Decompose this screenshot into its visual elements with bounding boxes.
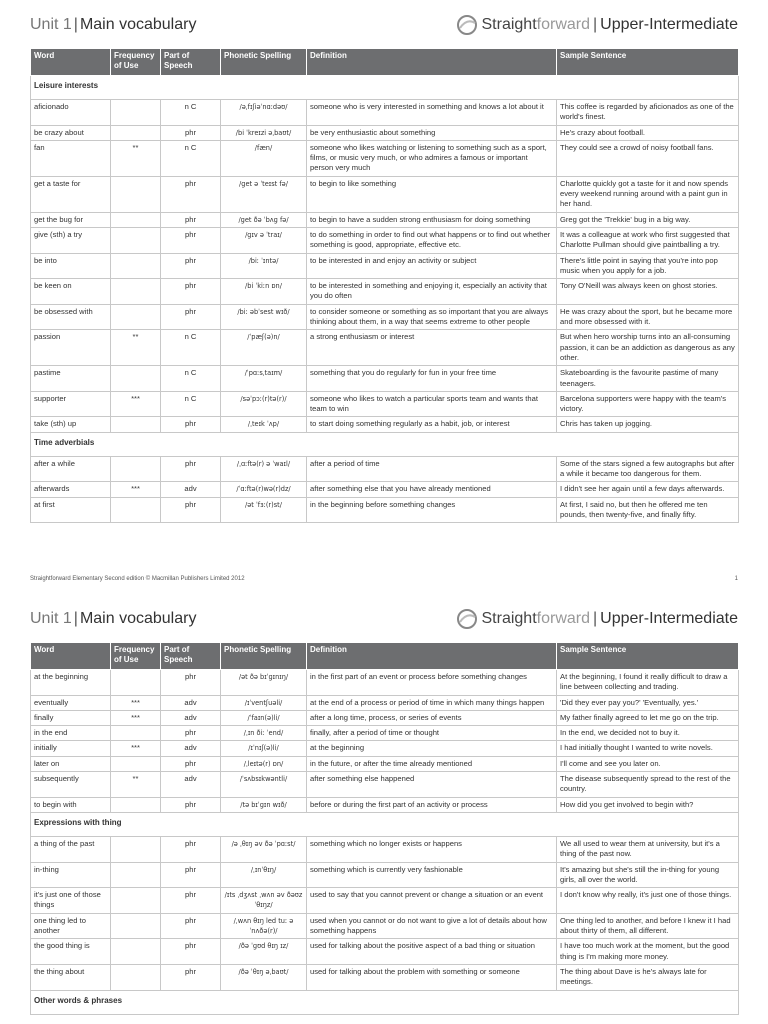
word-cell: the good thing is xyxy=(31,939,111,965)
section-title: Time adverbials xyxy=(31,432,739,456)
sample-sentence-cell: Charlotte quickly got a taste for it and now spends every weekend running around with a paint gun in her hand. xyxy=(557,176,739,212)
frequency-cell xyxy=(111,227,161,253)
table-row xyxy=(31,279,739,305)
footer-copyright: Straightforward Elementary Second edition © Macmillan Publishers Limited 2012 xyxy=(30,576,245,582)
column-header: Frequency of Use xyxy=(111,643,161,670)
part-of-speech-cell: adv xyxy=(161,695,221,710)
phonetic-cell: /ˌɪn ðiː ˈend/ xyxy=(221,726,307,741)
part-of-speech-cell: phr xyxy=(161,304,221,330)
phonetic-cell: /ˈɑːftə(r)wə(r)dz/ xyxy=(221,482,307,497)
definition-cell: used for talking about the problem with something or someone xyxy=(307,964,557,990)
brand-forward: forward xyxy=(536,610,590,627)
sample-sentence-cell: At first, I said no, but then he offered me ten pounds, then twenty-five, and finally fifty. xyxy=(557,497,739,523)
frequency-cell xyxy=(111,726,161,741)
word-cell: in the end xyxy=(31,726,111,741)
definition-cell: to begin to have a sudden strong enthusiasm for doing something xyxy=(307,212,557,227)
phonetic-cell: /ˌɑːftə(r) ə ˈwaɪl/ xyxy=(221,456,307,482)
word-cell: afterwards xyxy=(31,482,111,497)
sample-sentence-cell: The thing about Dave is he's always late for meetings. xyxy=(557,964,739,990)
brand xyxy=(456,608,739,630)
sample-sentence-cell: In the end, we decided not to buy it. xyxy=(557,726,739,741)
sample-sentence-cell: Skateboarding is the favourite pastime of many teenagers. xyxy=(557,366,739,392)
frequency-cell xyxy=(111,939,161,965)
word-cell: it's just one of those things xyxy=(31,888,111,914)
section-row xyxy=(31,812,739,836)
definition-cell: used when you cannot or do not want to give a lot of details about how something happens xyxy=(307,913,557,939)
frequency-cell: *** xyxy=(111,710,161,725)
frequency-cell xyxy=(111,756,161,771)
column-header: Definition xyxy=(307,643,557,670)
phonetic-cell: /ə ˌθɪŋ əv ðə ˈpɑːst/ xyxy=(221,836,307,862)
table-row xyxy=(31,456,739,482)
part-of-speech-cell: phr xyxy=(161,756,221,771)
phonetic-cell: /ˈsʌbsɪkwəntli/ xyxy=(221,772,307,798)
table-row xyxy=(31,125,739,140)
sample-sentence-cell: Chris has taken up jogging. xyxy=(557,417,739,432)
part-of-speech-cell: n C xyxy=(161,140,221,176)
level-label: Upper-Intermediate xyxy=(600,610,738,627)
frequency-cell xyxy=(111,836,161,862)
phonetic-cell: /ðə ˈɡʊd θɪŋ ɪz/ xyxy=(221,939,307,965)
table-row xyxy=(31,670,739,696)
page-2 xyxy=(0,594,768,1024)
word-cell: in-thing xyxy=(31,862,111,888)
frequency-cell: *** xyxy=(111,695,161,710)
word-cell: give (sth) a try xyxy=(31,227,111,253)
part-of-speech-cell: adv xyxy=(161,710,221,725)
phonetic-cell: /tə bɪˈɡɪn wɪð/ xyxy=(221,797,307,812)
table-row xyxy=(31,836,739,862)
table-row xyxy=(31,888,739,914)
frequency-cell xyxy=(111,964,161,990)
word-cell: fan xyxy=(31,140,111,176)
definition-cell: someone who likes to watch a particular sports team and wants that team to win xyxy=(307,391,557,417)
phonetic-cell: /ɪˈnɪʃ(ə)li/ xyxy=(221,741,307,756)
sample-sentence-cell: But when hero worship turns into an all-consuming passion, it can be an addiction as dangerous as any other. xyxy=(557,330,739,366)
sample-sentence-cell: At the beginning, I found it really difficult to draw a line between collecting and trading. xyxy=(557,670,739,696)
section-row xyxy=(31,432,739,456)
column-header: Phonetic Spelling xyxy=(221,49,307,76)
section-title: Other words & phrases xyxy=(31,990,739,1014)
definition-cell: something that you do regularly for fun in your free time xyxy=(307,366,557,392)
phonetic-cell: /ˈpɑːsˌtaɪm/ xyxy=(221,366,307,392)
page-title: Main vocabulary xyxy=(79,610,197,627)
word-cell: be into xyxy=(31,253,111,279)
part-of-speech-cell: phr xyxy=(161,888,221,914)
sample-sentence-cell: It was a colleague at work who first suggested that Charlotte Pullman should give paintballing a try. xyxy=(557,227,739,253)
part-of-speech-cell: phr xyxy=(161,862,221,888)
frequency-cell xyxy=(111,888,161,914)
frequency-cell xyxy=(111,125,161,140)
frequency-cell xyxy=(111,497,161,523)
brand-straight: Straight xyxy=(481,16,537,33)
table-row xyxy=(31,304,739,330)
word-cell: after a while xyxy=(31,456,111,482)
sample-sentence-cell: It's amazing but she's still the in-thing for young girls, all over the world. xyxy=(557,862,739,888)
definition-cell: after something else happened xyxy=(307,772,557,798)
table-row xyxy=(31,726,739,741)
column-header: Definition xyxy=(307,49,557,76)
unit-label: Unit 1 xyxy=(30,610,72,627)
part-of-speech-cell: phr xyxy=(161,176,221,212)
frequency-cell xyxy=(111,456,161,482)
frequency-cell xyxy=(111,366,161,392)
word-cell: pastime xyxy=(31,366,111,392)
definition-cell: in the first part of an event or process before something changes xyxy=(307,670,557,696)
definition-cell: finally, after a period of time or thought xyxy=(307,726,557,741)
phonetic-cell: /ˌɪnˈθɪŋ/ xyxy=(221,862,307,888)
table-row xyxy=(31,710,739,725)
frequency-cell: ** xyxy=(111,330,161,366)
frequency-cell: ** xyxy=(111,140,161,176)
unit-heading xyxy=(30,16,196,34)
sample-sentence-cell: How did you get involved to begin with? xyxy=(557,797,739,812)
frequency-cell: *** xyxy=(111,482,161,497)
phonetic-cell: /əˌfɪʃiəˈnɑːdəʊ/ xyxy=(221,100,307,126)
section-title: Leisure interests xyxy=(31,76,739,100)
sample-sentence-cell: The disease subsequently spread to the rest of the country. xyxy=(557,772,739,798)
frequency-cell xyxy=(111,670,161,696)
frequency-cell xyxy=(111,862,161,888)
definition-cell: be very enthusiastic about something xyxy=(307,125,557,140)
definition-cell: to do something in order to find out what happens or to find out whether something is good, appropriate, effective etc. xyxy=(307,227,557,253)
table-row xyxy=(31,253,739,279)
phonetic-cell: /ˌteɪk ˈʌp/ xyxy=(221,417,307,432)
word-cell: at the beginning xyxy=(31,670,111,696)
table-row xyxy=(31,497,739,523)
part-of-speech-cell: adv xyxy=(161,741,221,756)
word-cell: be keen on xyxy=(31,279,111,305)
table-row xyxy=(31,741,739,756)
definition-cell: at the end of a process or period of time in which many things happen xyxy=(307,695,557,710)
part-of-speech-cell: adv xyxy=(161,482,221,497)
frequency-cell xyxy=(111,279,161,305)
sample-sentence-cell: Greg got the 'Trekkie' bug in a big way. xyxy=(557,212,739,227)
phonetic-cell: /ðə ˈθɪŋ əˌbaʊt/ xyxy=(221,964,307,990)
table-row xyxy=(31,417,739,432)
table-header-row xyxy=(31,643,739,670)
part-of-speech-cell: n C xyxy=(161,391,221,417)
word-cell: eventually xyxy=(31,695,111,710)
brand xyxy=(456,14,739,36)
table-row xyxy=(31,756,739,771)
table-row xyxy=(31,366,739,392)
column-header: Part of Speech xyxy=(161,643,221,670)
column-header: Word xyxy=(31,643,111,670)
level-label: Upper-Intermediate xyxy=(600,16,738,33)
part-of-speech-cell: phr xyxy=(161,456,221,482)
sample-sentence-cell: 'Did they ever pay you?' 'Eventually, yes.' xyxy=(557,695,739,710)
part-of-speech-cell: phr xyxy=(161,497,221,523)
column-header: Sample Sentence xyxy=(557,49,739,76)
definition-cell: before or during the first part of an activity or process xyxy=(307,797,557,812)
phonetic-cell: /ˌleɪtə(r) ɒn/ xyxy=(221,756,307,771)
sample-sentence-cell: They could see a crowd of noisy football fans. xyxy=(557,140,739,176)
page-title: Main vocabulary xyxy=(79,16,197,33)
table-row xyxy=(31,227,739,253)
word-cell: get a taste for xyxy=(31,176,111,212)
table-row xyxy=(31,797,739,812)
phonetic-cell: /ɪˈventʃuəli/ xyxy=(221,695,307,710)
page-number: 1 xyxy=(734,576,738,582)
section-title: Expressions with thing xyxy=(31,812,739,836)
phonetic-cell: /səˈpɔː(r)tə(r)/ xyxy=(221,391,307,417)
phonetic-cell: /ɡet ə ˈteɪst fə/ xyxy=(221,176,307,212)
divider: | xyxy=(73,610,78,627)
definition-cell: a strong enthusiasm or interest xyxy=(307,330,557,366)
definition-cell: someone who is very interested in something and knows a lot about it xyxy=(307,100,557,126)
frequency-cell xyxy=(111,417,161,432)
definition-cell: after something else that you have already mentioned xyxy=(307,482,557,497)
sample-sentence-cell: He's crazy about football. xyxy=(557,125,739,140)
table-row xyxy=(31,482,739,497)
page-header xyxy=(0,0,768,33)
definition-cell: used for talking about the positive aspect of a bad thing or situation xyxy=(307,939,557,965)
straightforward-logo-icon xyxy=(456,608,478,630)
divider: | xyxy=(73,16,78,33)
table-row xyxy=(31,862,739,888)
frequency-cell xyxy=(111,176,161,212)
column-header: Phonetic Spelling xyxy=(221,643,307,670)
definition-cell: used to say that you cannot prevent or change a situation or an event xyxy=(307,888,557,914)
table-row xyxy=(31,964,739,990)
word-cell: take (sth) up xyxy=(31,417,111,432)
sample-sentence-cell: One thing led to another, and before I knew it I had about thirty of them, all different. xyxy=(557,913,739,939)
phonetic-cell: /bi ˈkiːn ɒn/ xyxy=(221,279,307,305)
word-cell: aficionado xyxy=(31,100,111,126)
definition-cell: after a period of time xyxy=(307,456,557,482)
part-of-speech-cell: phr xyxy=(161,125,221,140)
unit-heading xyxy=(30,610,196,628)
brand-straight: Straight xyxy=(481,610,537,627)
part-of-speech-cell: phr xyxy=(161,939,221,965)
word-cell: be obsessed with xyxy=(31,304,111,330)
part-of-speech-cell: phr xyxy=(161,726,221,741)
frequency-cell xyxy=(111,797,161,812)
word-cell: one thing led to another xyxy=(31,913,111,939)
divider: | xyxy=(593,610,598,627)
word-cell: a thing of the past xyxy=(31,836,111,862)
table-row xyxy=(31,212,739,227)
table-row xyxy=(31,695,739,710)
definition-cell: to start doing something regularly as a habit, job, or interest xyxy=(307,417,557,432)
sample-sentence-cell: There's little point in saying that you're into pop music when you apply for a job. xyxy=(557,253,739,279)
phonetic-cell: /bi ˈkreɪzi əˌbaʊt/ xyxy=(221,125,307,140)
definition-cell: someone who likes watching or listening to something such as a sport, films, or music very much, or who admires a famous or important person very much xyxy=(307,140,557,176)
word-cell: subsequently xyxy=(31,772,111,798)
phonetic-cell: /biː əbˈsest wɪð/ xyxy=(221,304,307,330)
word-cell: initially xyxy=(31,741,111,756)
part-of-speech-cell: adv xyxy=(161,772,221,798)
part-of-speech-cell: phr xyxy=(161,670,221,696)
word-cell: passion xyxy=(31,330,111,366)
definition-cell: something which no longer exists or happens xyxy=(307,836,557,862)
table-row xyxy=(31,100,739,126)
phonetic-cell: /ət ˈfɜː(r)st/ xyxy=(221,497,307,523)
sample-sentence-cell: I have too much work at the moment, but the good thing is I'm making more money. xyxy=(557,939,739,965)
part-of-speech-cell: phr xyxy=(161,797,221,812)
table-row xyxy=(31,330,739,366)
word-cell: supporter xyxy=(31,391,111,417)
frequency-cell: ** xyxy=(111,772,161,798)
part-of-speech-cell: phr xyxy=(161,913,221,939)
phonetic-cell: /ɡɪv ə ˈtraɪ/ xyxy=(221,227,307,253)
column-header: Part of Speech xyxy=(161,49,221,76)
word-cell: finally xyxy=(31,710,111,725)
word-cell: to begin with xyxy=(31,797,111,812)
part-of-speech-cell: phr xyxy=(161,227,221,253)
table-row xyxy=(31,140,739,176)
phonetic-cell: /ˈfaɪn(ə)li/ xyxy=(221,710,307,725)
sample-sentence-cell: Tony O'Neill was always keen on ghost stories. xyxy=(557,279,739,305)
table-row xyxy=(31,939,739,965)
section-row xyxy=(31,990,739,1014)
frequency-cell xyxy=(111,212,161,227)
table-row xyxy=(31,391,739,417)
divider: | xyxy=(593,16,598,33)
frequency-cell xyxy=(111,100,161,126)
frequency-cell xyxy=(111,253,161,279)
definition-cell: after a long time, process, or series of events xyxy=(307,710,557,725)
table-row xyxy=(31,176,739,212)
sample-sentence-cell: Barcelona supporters were happy with the team's victory. xyxy=(557,391,739,417)
table-header-row xyxy=(31,49,739,76)
part-of-speech-cell: phr xyxy=(161,279,221,305)
frequency-cell xyxy=(111,304,161,330)
sample-sentence-cell: I didn't see her again until a few days afterwards. xyxy=(557,482,739,497)
brand-forward: forward xyxy=(536,16,590,33)
definition-cell: in the future, or after the time already mentioned xyxy=(307,756,557,771)
sample-sentence-cell: My father finally agreed to let me go on the trip. xyxy=(557,710,739,725)
sample-sentence-cell: I'll come and see you later on. xyxy=(557,756,739,771)
frequency-cell: *** xyxy=(111,741,161,756)
word-cell: at first xyxy=(31,497,111,523)
column-header: Word xyxy=(31,49,111,76)
vocab-table xyxy=(30,48,739,523)
straightforward-logo-icon xyxy=(456,14,478,36)
word-cell: get the bug for xyxy=(31,212,111,227)
part-of-speech-cell: phr xyxy=(161,417,221,432)
column-header: Frequency of Use xyxy=(111,49,161,76)
definition-cell: something which is currently very fashionable xyxy=(307,862,557,888)
definition-cell: to be interested in and enjoy an activity or subject xyxy=(307,253,557,279)
phonetic-cell: /ˈpæʃ(ə)n/ xyxy=(221,330,307,366)
word-cell: be crazy about xyxy=(31,125,111,140)
frequency-cell: *** xyxy=(111,391,161,417)
sample-sentence-cell: He was crazy about the sport, but he became more and more obsessed with it. xyxy=(557,304,739,330)
part-of-speech-cell: phr xyxy=(161,964,221,990)
phonetic-cell: /biː ˈɪntə/ xyxy=(221,253,307,279)
unit-label: Unit 1 xyxy=(30,16,72,33)
table-row xyxy=(31,772,739,798)
phonetic-cell: /ˌwʌn θɪŋ led tuː əˈnʌðə(r)/ xyxy=(221,913,307,939)
part-of-speech-cell: n C xyxy=(161,366,221,392)
table-row xyxy=(31,913,739,939)
sample-sentence-cell: I don't know why really, it's just one of those things. xyxy=(557,888,739,914)
phonetic-cell: /ət ðə bɪˈɡɪnɪŋ/ xyxy=(221,670,307,696)
phonetic-cell: /ɪts ˌdʒʌst ˌwʌn əv ðəʊz ˈθɪŋz/ xyxy=(221,888,307,914)
definition-cell: to consider someone or something as so important that you are always thinking about them, in a way that seems extreme to other people xyxy=(307,304,557,330)
part-of-speech-cell: phr xyxy=(161,836,221,862)
vocab-table xyxy=(30,642,739,1015)
part-of-speech-cell: n C xyxy=(161,100,221,126)
column-header: Sample Sentence xyxy=(557,643,739,670)
part-of-speech-cell: phr xyxy=(161,212,221,227)
part-of-speech-cell: n C xyxy=(161,330,221,366)
page-header xyxy=(0,594,768,627)
section-row xyxy=(31,76,739,100)
definition-cell: at the beginning xyxy=(307,741,557,756)
sample-sentence-cell: I had initially thought I wanted to write novels. xyxy=(557,741,739,756)
phonetic-cell: /ɡet ðə ˈbʌɡ fə/ xyxy=(221,212,307,227)
sample-sentence-cell: We all used to wear them at university, but it's a thing of the past now. xyxy=(557,836,739,862)
word-cell: the thing about xyxy=(31,964,111,990)
frequency-cell xyxy=(111,913,161,939)
word-cell: later on xyxy=(31,756,111,771)
sample-sentence-cell: Some of the stars signed a few autographs but after a while it became too dangerous for them. xyxy=(557,456,739,482)
definition-cell: in the beginning before something changes xyxy=(307,497,557,523)
phonetic-cell: /fæn/ xyxy=(221,140,307,176)
sample-sentence-cell: This coffee is regarded by aficionados as one of the world's finest. xyxy=(557,100,739,126)
definition-cell: to begin to like something xyxy=(307,176,557,212)
part-of-speech-cell: phr xyxy=(161,253,221,279)
definition-cell: to be interested in something and enjoying it, especially an activity that you do often xyxy=(307,279,557,305)
